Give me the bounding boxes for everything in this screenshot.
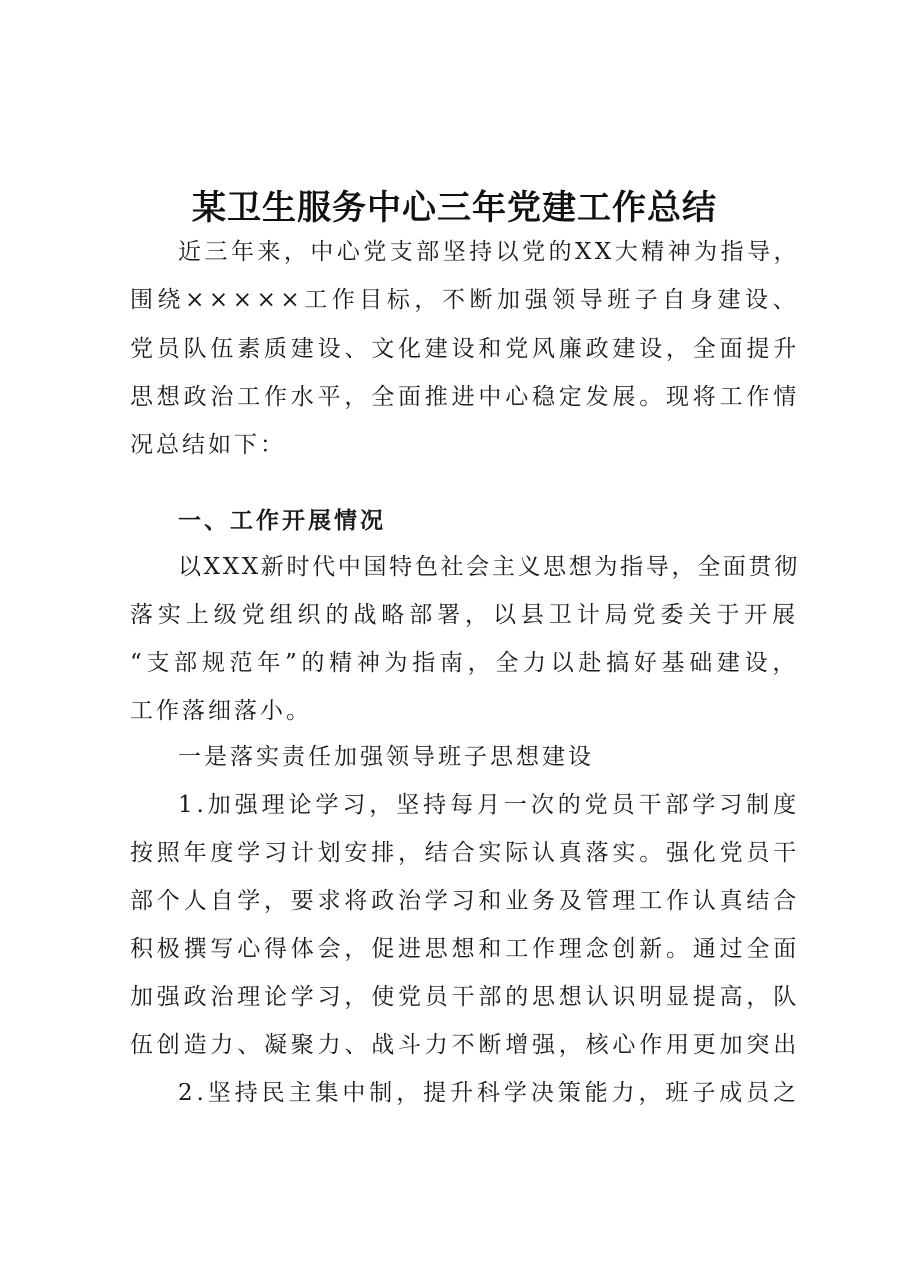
paragraph-text: 近三年来，中心党支部坚持以党的XX大精神为指导， [178,239,801,265]
paragraph-line [0,1021,909,1069]
paragraph-text: 1.加强理论学习，坚持每月一次的党员干部学习制度 [178,792,801,818]
paragraph-text: 以XXX新时代中国特色社会主义思想为指导，全面贯彻 [178,554,800,580]
paragraph-line [0,421,909,469]
paragraph-text: 积极撰写心得体会，促进思想和工作理念创新。通过全面 [130,936,800,962]
section-heading-line [0,497,909,545]
paragraph-text: 围绕×××××工作目标，不断加强领导班子自身建设、 [130,287,801,313]
paragraph-line [0,276,909,324]
paragraph-text: 思想政治工作水平，全面推进中心稳定发展。现将工作情 [130,384,800,410]
paragraph-line [0,373,909,421]
paragraph-line [0,925,909,973]
paragraph-text: 加强政治理论学习，使党员干部的思想认识明显提高，队 [130,984,800,1010]
paragraph-text: 部个人自学，要求将政治学习和业务及管理工作认真结合 [130,888,800,914]
paragraph-line [0,639,909,687]
subheading-text: 一是落实责任加强领导班子思想建设 [178,744,594,770]
paragraph-text: 2.坚持民主集中制，提升科学决策能力，班子成员之 [178,1080,801,1106]
section-heading: 一、工作开展情况 [178,508,386,534]
paragraph-text: 按照年度学习计划安排，结合实际认真落实。强化党员干 [130,840,800,866]
paragraph-line [0,228,909,276]
paragraph-line [0,591,909,639]
paragraph-text: 况总结如下： [130,432,286,458]
paragraph-text: 伍创造力、凝聚力、战斗力不断增强，核心作用更加突出 [130,1032,800,1058]
document-title: 某卫生服务中心三年党建工作总结 [192,188,717,228]
paragraph-text: 工作落细落小。 [130,698,312,724]
paragraph-line [0,829,909,877]
paragraph-text: 落实上级党组织的战略部署，以县卫计局党委关于开展 [130,602,801,628]
paragraph-line [0,543,909,591]
paragraph-line [0,325,909,373]
paragraph-line [0,973,909,1021]
paragraph-line [0,877,909,925]
paragraph-text: 党员队伍素质建设、文化建设和党风廉政建设，全面提升 [130,336,800,362]
paragraph-line [0,1069,909,1117]
paragraph-line [0,781,909,829]
paragraph-line [0,687,909,735]
paragraph-text: “支部规范年”的精神为指南，全力以赴搞好基础建设， [130,650,801,676]
subheading-line [0,733,909,781]
